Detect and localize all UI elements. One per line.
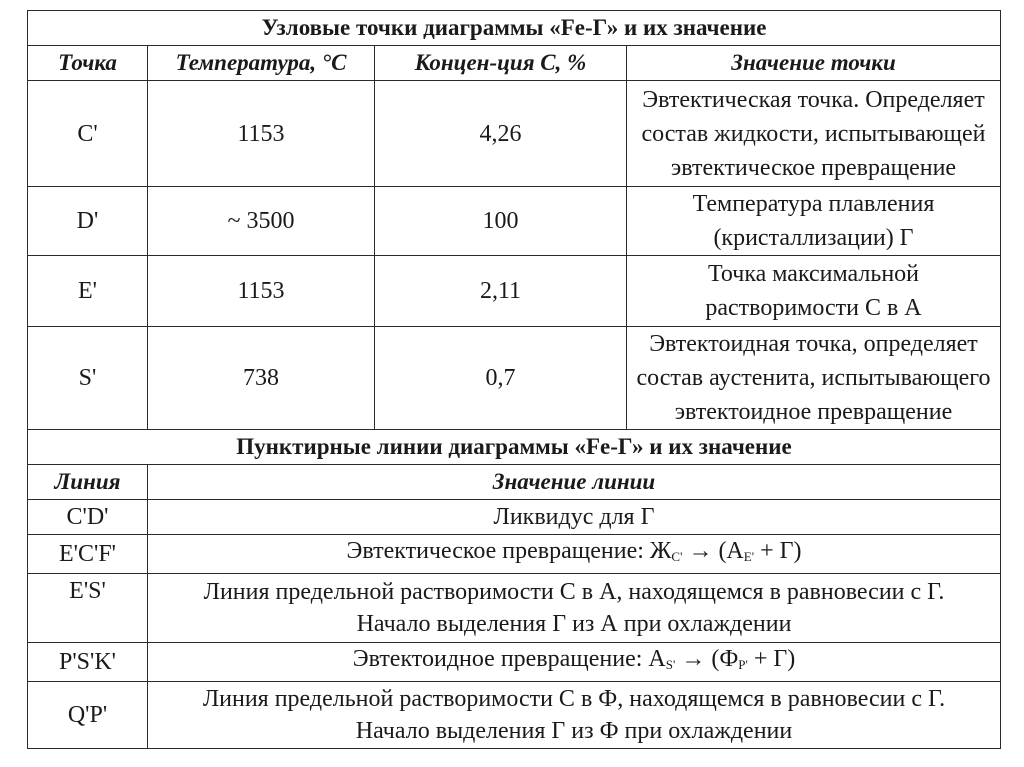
meaning-line: Начало выделения Г из Ф при охлаждении (355, 718, 793, 744)
formula-text: Эвтектоидное превращение: А (352, 646, 666, 672)
data-table (27, 10, 1001, 749)
temperature-cell: 1153 (148, 256, 375, 327)
concentration-cell: 0,7 (375, 327, 627, 430)
lines-title-row (28, 430, 1001, 465)
line-meaning-cell (148, 643, 1001, 682)
meaning-line: Начало выделения Г из А при охлаждении (356, 611, 792, 637)
meaning-line: состав аустенита, испытывающего (636, 365, 991, 391)
meaning-line: (кристаллизации) Г (713, 225, 914, 251)
temperature-cell: 1153 (148, 81, 375, 187)
concentration-cell: 100 (375, 187, 627, 256)
line-cell: E'S' (28, 574, 148, 643)
points-table-title: Узловые точки диаграммы «Fe-Г» и их значение (28, 11, 1001, 46)
formula-text: + Г) (747, 646, 796, 672)
points-title-row (28, 11, 1001, 46)
table-row (28, 256, 1001, 327)
points-header-row (28, 46, 1001, 81)
concentration-cell: 2,11 (375, 256, 627, 327)
meaning-cell (627, 256, 1001, 327)
line-cell: Q'P' (28, 682, 148, 749)
point-cell: E' (28, 256, 148, 327)
meaning-line: Линия предельной растворимости С в А, находящемся в равновесии с Г. (203, 579, 945, 605)
formula-text: → (Ф (675, 646, 739, 672)
line-cell: P'S'K' (28, 643, 148, 682)
meaning-cell (627, 81, 1001, 187)
meaning-line: эвтектическое превращение (670, 154, 957, 181)
line-cell: E'C'F' (28, 535, 148, 574)
formula-text: + Г) (754, 538, 802, 564)
temperature-cell: 738 (148, 327, 375, 430)
header-line-meaning: Значение линии (148, 465, 1001, 500)
meaning-line: Температура плавления (692, 191, 935, 217)
table-row (28, 682, 1001, 749)
header-concentration: Концен-ция С, % (375, 46, 627, 81)
meaning-cell (627, 327, 1001, 430)
concentration-cell: 4,26 (375, 81, 627, 187)
formula-text: → (А (682, 538, 744, 564)
table-row (28, 643, 1001, 682)
meaning-line: Эвтектоидная точка, определяет (649, 331, 978, 357)
meaning-line: Эвтектическая точка. Определяет (642, 86, 985, 113)
meaning-cell (627, 187, 1001, 256)
formula-subscript: C' (671, 549, 683, 564)
line-cell: C'D' (28, 500, 148, 535)
meaning-line: Линия предельной растворимости С в Ф, находящемся в равновесии с Г. (202, 686, 946, 712)
point-cell: C' (28, 81, 148, 187)
formula-text: Эвтектическое превращение: Ж (346, 538, 672, 564)
line-meaning-cell (148, 574, 1001, 643)
fe-g-diagram-table (27, 10, 1000, 749)
line-meaning-cell: Ликвидус для Г (148, 500, 1001, 535)
formula-subscript: S' (665, 657, 676, 672)
meaning-line: эвтектоидное превращение (674, 399, 953, 425)
line-meaning-cell (148, 535, 1001, 574)
table-row (28, 574, 1001, 643)
point-cell: S' (28, 327, 148, 430)
lines-header-row (28, 465, 1001, 500)
header-temperature: Температура, °С (148, 46, 375, 81)
meaning-line: растворимости С в А (705, 295, 922, 321)
point-cell: D' (28, 187, 148, 256)
meaning-line: состав жидкости, испытывающей (641, 120, 986, 147)
table-row (28, 81, 1001, 187)
lines-table-title: Пунктирные линии диаграммы «Fe-Г» и их значение (28, 430, 1001, 465)
header-line: Линия (28, 465, 148, 500)
table-row (28, 187, 1001, 256)
header-point: Точка (28, 46, 148, 81)
table-row (28, 327, 1001, 430)
formula-subscript: P' (738, 657, 748, 672)
temperature-cell: ~ 3500 (148, 187, 375, 256)
line-meaning-cell (148, 682, 1001, 749)
header-meaning: Значение точки (627, 46, 1001, 81)
formula-subscript: E' (743, 549, 755, 564)
table-row (28, 500, 1001, 535)
table-row (28, 535, 1001, 574)
meaning-line: Точка максимальной (708, 261, 919, 287)
